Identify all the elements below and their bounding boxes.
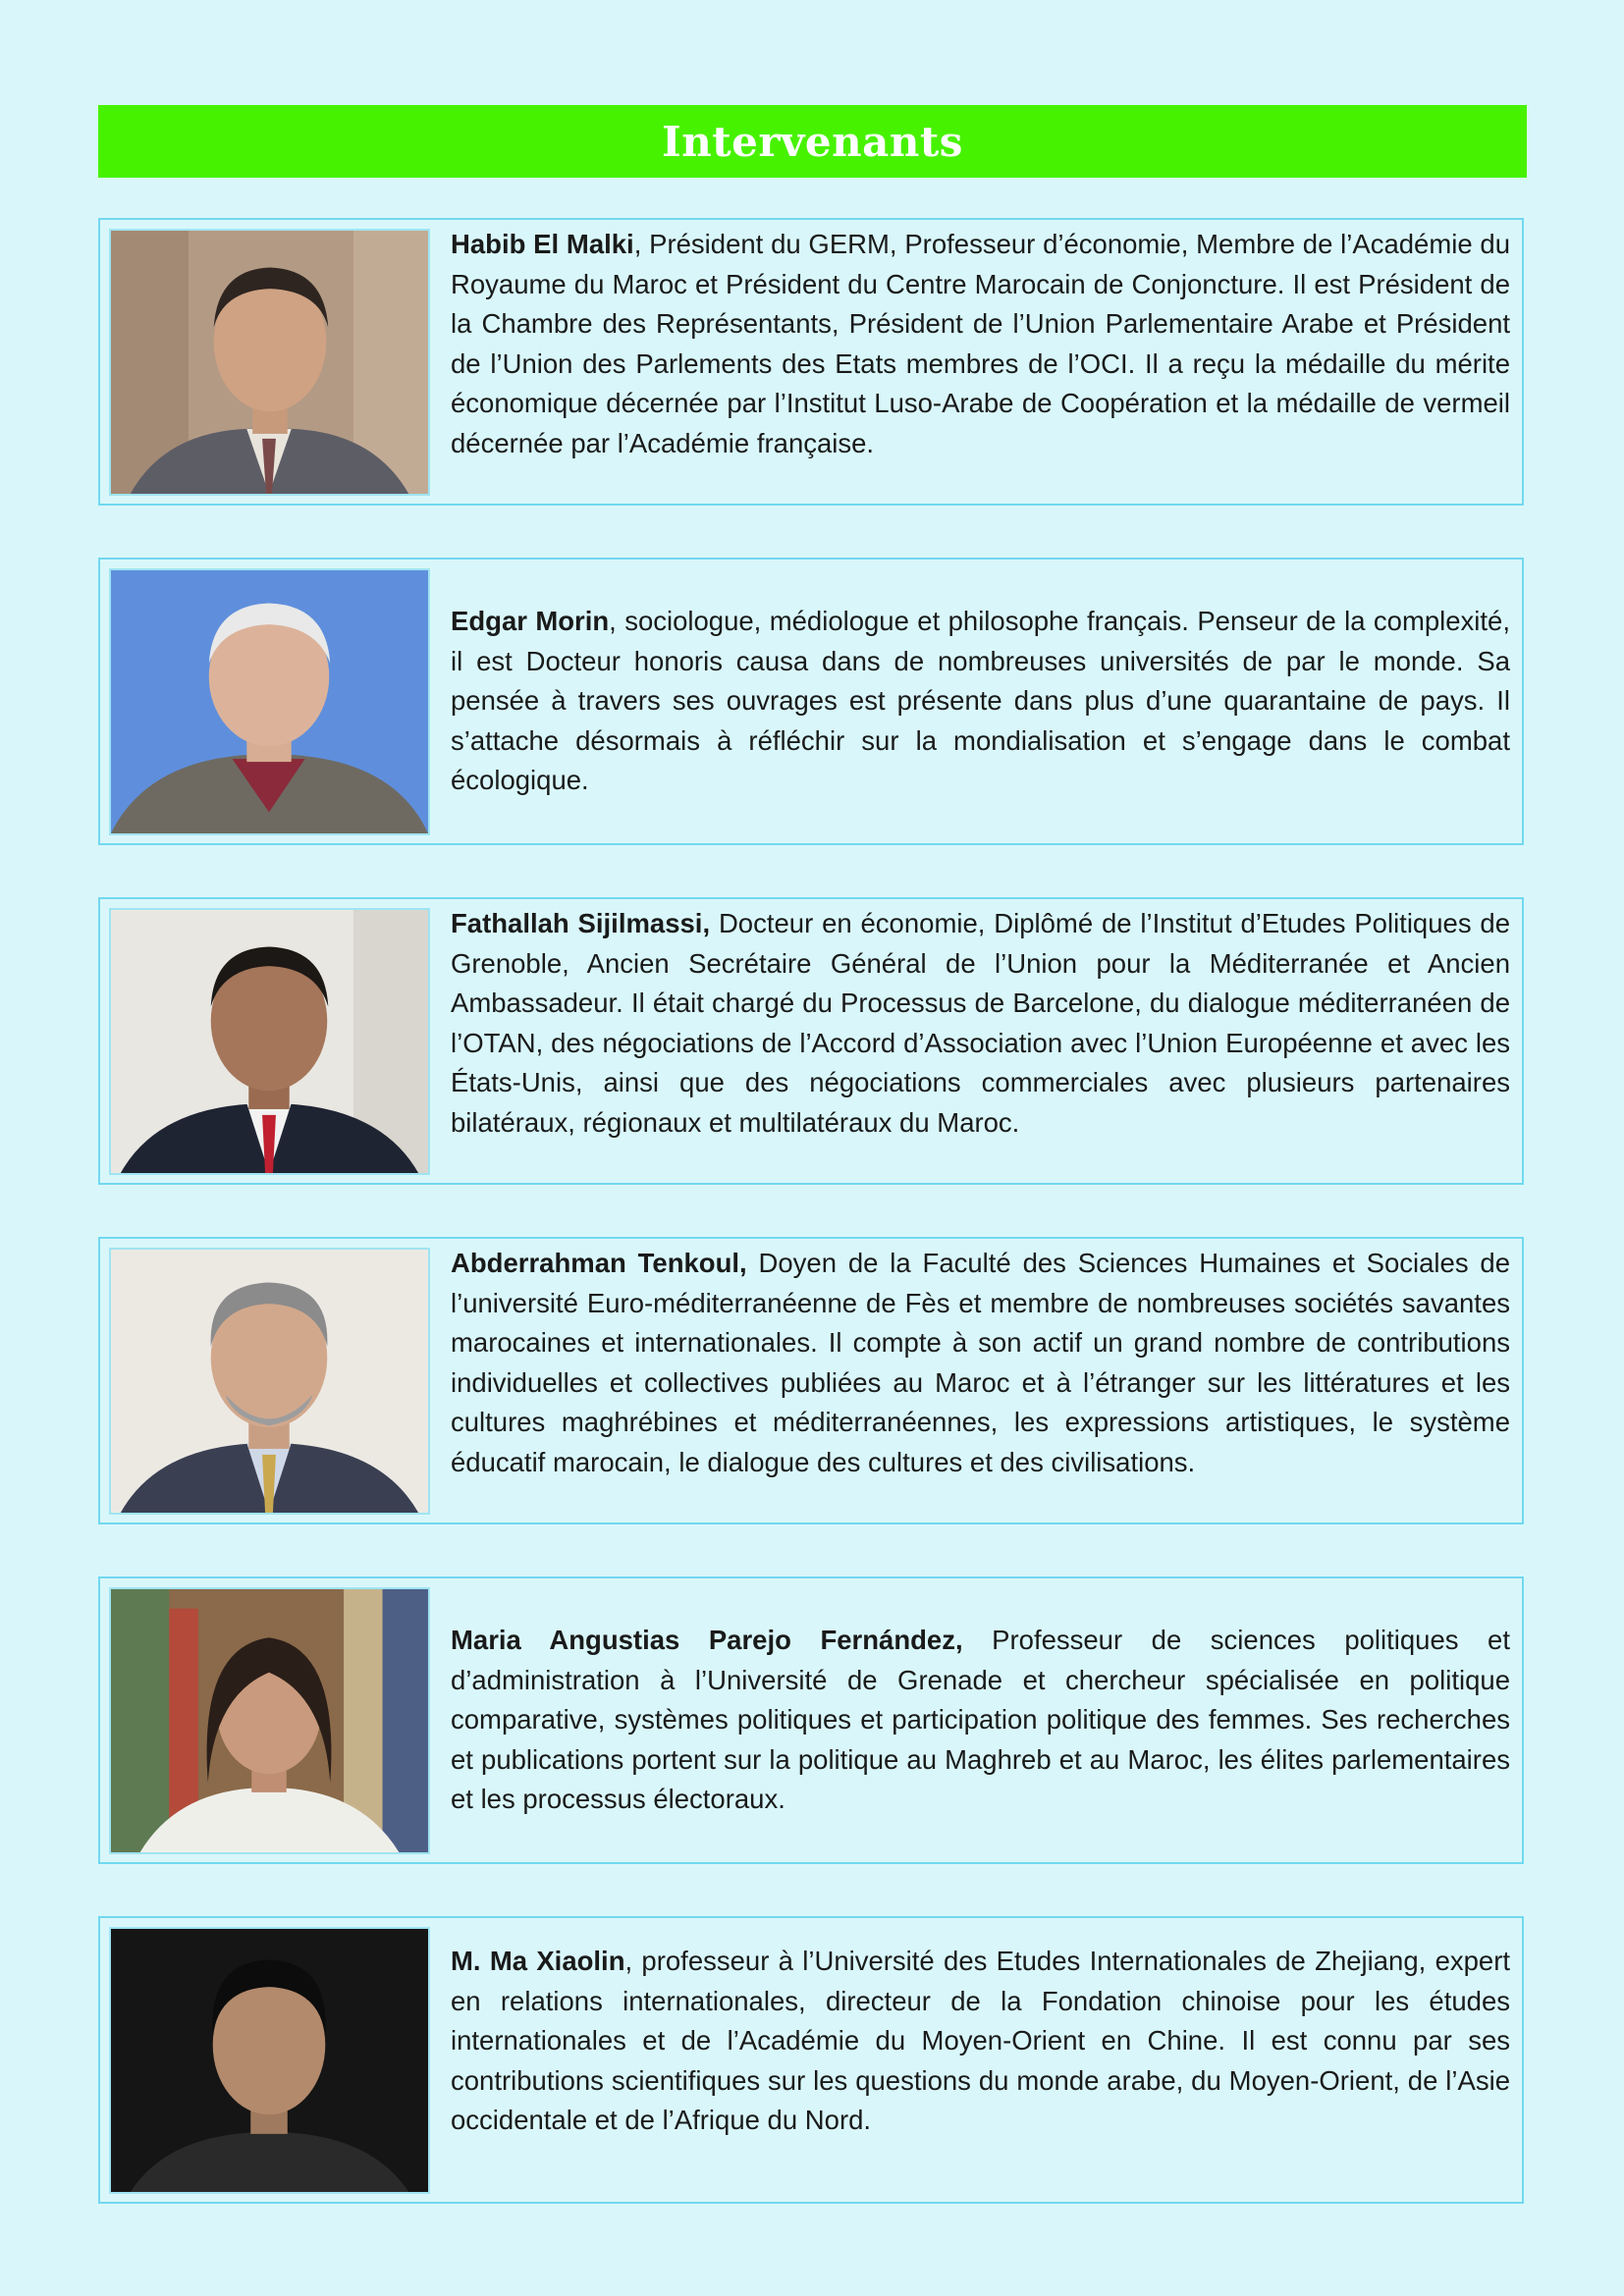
speaker-card-sijilmassi [98,897,1524,1185]
speaker-card-ma-xiaolin [98,1916,1524,2204]
speaker-name: Fathallah Sijilmassi, [451,908,711,938]
speaker-bio-morin [451,602,1510,801]
speaker-card-tenkoul [98,1237,1524,1524]
speaker-name: Habib El Malki [451,229,634,259]
speaker-name: Edgar Morin [451,606,610,636]
page-title: Intervenants [662,117,963,166]
speaker-name: Maria Angustias Parejo Fernández, [451,1625,963,1655]
speaker-bio-el-malki [451,225,1510,463]
speaker-photo-sijilmassi [109,908,430,1175]
speaker-card-el-malki [98,218,1524,506]
speaker-photo-ma-xiaolin [109,1927,430,2194]
speaker-description: , professeur à l’Université des Etudes Internationales de Zhejiang, expert en relations internationales, directeur de la Fondation chinoise pour les études internationales et de l’Académie du Moyen-Orient en Chine. Il est connu par ses contributions scientifiques sur les questions du monde arabe, du Moyen-Orient, de l’Asie occidentale et de l’Afrique du Nord. [451,1946,1510,2135]
speaker-bio-sijilmassi [451,904,1510,1143]
speaker-description: , sociologue, médiologue et philosophe français. Penseur de la complexité, il est Docteur honoris causa dans de nombreuses universités de par le monde. Sa pensée à travers ses ouvrages est présente dans plus d’une quarantaine de pays. Il s’attache désormais à réfléchir sur la mondialisation et s’engage dans le combat écologique. [451,606,1510,795]
speaker-bio-tenkoul [451,1244,1510,1482]
speaker-card-morin [98,558,1524,845]
speaker-bio-ma-xiaolin [451,1942,1510,2141]
speaker-bio-parejo [451,1621,1510,1820]
speaker-card-parejo [98,1576,1524,1864]
speaker-description: Docteur en économie, Diplômé de l’Institut d’Etudes Politiques de Grenoble, Ancien Secrétaire Général de l’Union pour la Méditerranée et Ancien Ambassadeur. Il était chargé du Processus de Barcelone, du dialogue méditerranéen de l’OTAN, des négociations de l’Accord d’Association avec l’Union Européenne et avec les États-Unis, ainsi que des négociations commerciales avec plusieurs partenaires bilatéraux, régionaux et multilatéraux du Maroc. [451,908,1511,1138]
speaker-photo-el-malki [109,229,430,496]
section-banner [98,105,1527,178]
speaker-photo-parejo [109,1587,430,1854]
speaker-name: Abderrahman Tenkoul, [451,1248,747,1278]
speaker-description: Doyen de la Faculté des Sciences Humaines et Sociales de l’université Euro-méditerranéenne de Fès et membre de nombreuses sociétés savantes marocaines et internationales. Il compte à son actif un grand nombre de contributions individuelles et collectives publiées au Maroc et à l’étranger sur les littératures et les cultures maghrébines et méditerranéennes, les expressions artistiques, le système éducatif marocain, le dialogue des cultures et des civilisations. [451,1248,1511,1477]
speaker-description: Professeur de sciences politiques et d’administration à l’Université de Grenade et chercheur spécialisée en politique comparative, systèmes politiques et participation politique des femmes. Ses recherches et publications portent sur la politique au Maghreb et au Maroc, les élites parlementaires et les processus électoraux. [451,1625,1510,1814]
speaker-name: M. Ma Xiaolin [451,1946,625,1976]
speaker-photo-tenkoul [109,1248,430,1515]
speaker-description: , Président du GERM, Professeur d’économie, Membre de l’Académie du Royaume du Maroc et Président du Centre Marocain de Conjoncture. Il est Président de la Chambre des Représentants, Président de l’Union Parlementaire Arabe et Président de l’Union des Parlements des Etats membres de l’OCI. Il a reçu la médaille du mérite économique décernée par l’Institut Luso-Arabe de Coopération et la médaille de vermeil décernée par l’Académie française. [451,229,1510,458]
speaker-photo-morin [109,568,430,835]
